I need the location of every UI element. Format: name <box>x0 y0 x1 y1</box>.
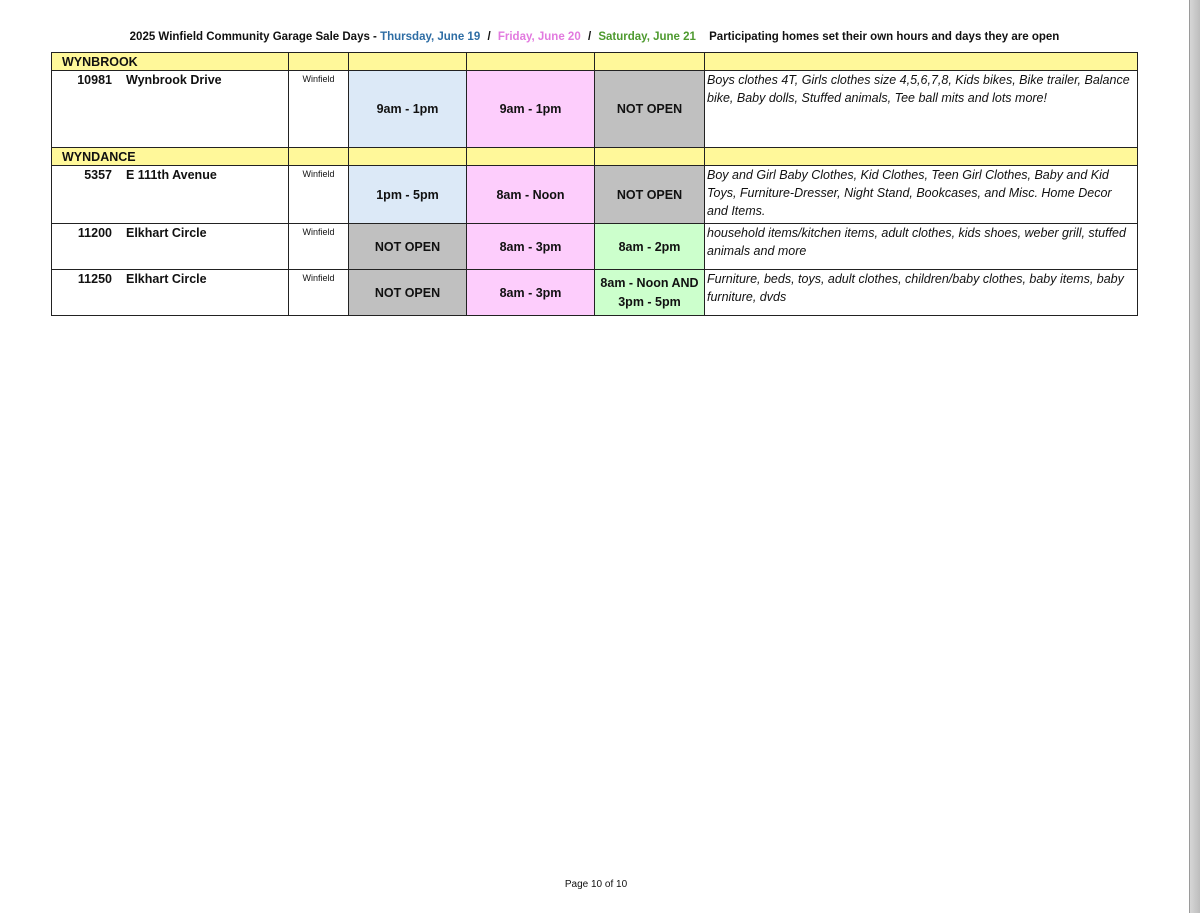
page-edge <box>1189 0 1200 913</box>
separator: / <box>487 31 491 43</box>
street-address: Elkhart Circle <box>126 272 207 286</box>
friday-hours: 8am - 3pm <box>467 224 595 270</box>
house-number: 10981 <box>77 73 112 87</box>
saturday-hours: NOT OPEN <box>595 166 705 224</box>
saturday-hours: NOT OPEN <box>595 71 705 148</box>
thursday-label: Thursday, June 19 <box>380 31 481 43</box>
street-address: Elkhart Circle <box>126 226 207 240</box>
sale-items: household items/kitchen items, adult clothes, kids shoes, weber grill, stuffed animals and more <box>705 224 1138 270</box>
page-title <box>52 31 1137 43</box>
saturday-hours: 8am - 2pm <box>595 224 705 270</box>
city-cell: Winfield <box>289 71 349 148</box>
thursday-hours: 9am - 1pm <box>349 71 467 148</box>
house-number: 5357 <box>84 168 112 182</box>
street-name: WYNBROOK <box>52 53 289 71</box>
city-cell: Winfield <box>289 224 349 270</box>
sale-items: Boy and Girl Baby Clothes, Kid Clothes, Teen Girl Clothes, Baby and Kid Toys, Furniture-Dresser, Night Stand, Bookcases, and Misc. Home Decor and Items. <box>705 166 1138 224</box>
saturday-hours: 8am - Noon AND 3pm - 5pm <box>595 270 705 316</box>
street-header-row <box>52 148 1138 166</box>
separator: / <box>587 31 592 43</box>
table-row <box>52 270 1138 316</box>
city-cell: Winfield <box>289 166 349 224</box>
table-row <box>52 166 1138 224</box>
city-cell: Winfield <box>289 270 349 316</box>
friday-label: Friday, June 20 <box>497 31 581 43</box>
thursday-hours: NOT OPEN <box>349 224 467 270</box>
address-cell <box>52 270 289 316</box>
house-number: 11200 <box>77 226 112 240</box>
house-number: 11250 <box>77 272 112 286</box>
table-row <box>52 224 1138 270</box>
address-cell <box>52 166 289 224</box>
sale-items: Boys clothes 4T, Girls clothes size 4,5,6,7,8, Kids bikes, Bike trailer, Balance bike, Baby dolls, Stuffed animals, Tee ball mits and lots more! <box>705 71 1138 148</box>
title-text: 2025 Winfield Community Garage Sale Days - <box>129 31 377 43</box>
friday-hours: 9am - 1pm <box>467 71 595 148</box>
thursday-hours: NOT OPEN <box>349 270 467 316</box>
street-address: E 111th Avenue <box>126 168 217 182</box>
friday-hours: 8am - Noon <box>467 166 595 224</box>
street-header-row <box>52 53 1138 71</box>
friday-hours: 8am - 3pm <box>467 270 595 316</box>
garage-sale-table <box>51 52 1138 316</box>
saturday-label: Saturday, June 21 <box>598 31 696 43</box>
page-number: Page 10 of 10 <box>564 879 628 890</box>
sale-items: Furniture, beds, toys, adult clothes, children/baby clothes, baby items, baby furniture, dvds <box>705 270 1138 316</box>
address-cell <box>52 71 289 148</box>
street-name: WYNDANCE <box>52 148 289 166</box>
address-cell <box>52 224 289 270</box>
table-row <box>52 71 1138 148</box>
thursday-hours: 1pm - 5pm <box>349 166 467 224</box>
hours-note: Participating homes set their own hours and days they are open <box>709 31 1060 43</box>
street-address: Wynbrook Drive <box>126 73 222 87</box>
